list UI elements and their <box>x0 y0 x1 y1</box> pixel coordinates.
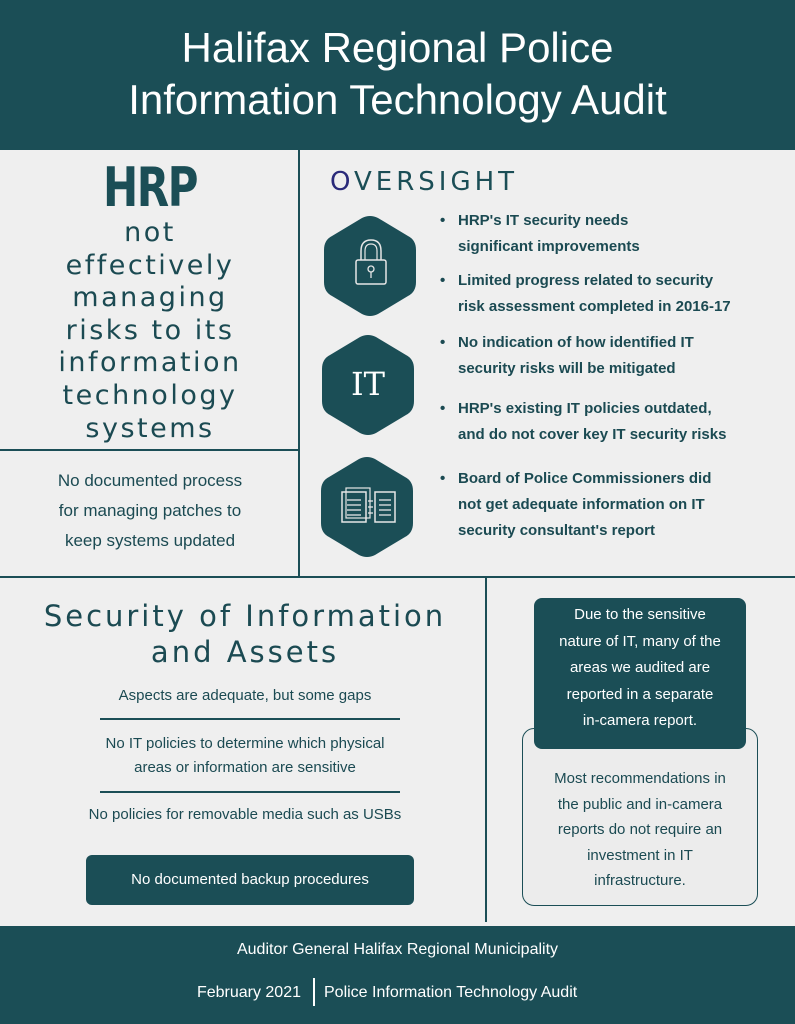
divider-left-middle <box>0 449 299 451</box>
oversight-bullet <box>440 268 785 320</box>
lock-icon <box>324 214 416 318</box>
security-divider <box>100 718 400 720</box>
in-camera-line: in-camera report. <box>582 712 698 729</box>
security-item-line: No IT policies to determine which physical <box>105 735 385 752</box>
oversight-bullet <box>440 466 785 544</box>
bullet-dot-icon: • <box>440 470 446 487</box>
in-camera-note-text <box>534 602 746 735</box>
bullet-dot-icon: • <box>440 272 446 289</box>
bullet-line: security consultant's report <box>458 522 655 539</box>
subtitle-line: systems <box>85 412 215 444</box>
in-camera-line: areas we audited are <box>569 659 711 676</box>
security-title-line-1: Security of Information <box>43 599 447 633</box>
bullet-line: and do not cover key IT security risks <box>458 426 727 443</box>
recommendations-line: investment in IT <box>587 846 693 864</box>
recommendations-text <box>522 766 758 894</box>
security-section-title <box>0 598 490 670</box>
hrp-subtitle <box>0 217 300 445</box>
title-line-1: Halifax Regional Police <box>181 24 614 71</box>
page-title <box>0 22 795 126</box>
bullet-line: security risks will be mitigated <box>458 360 676 377</box>
oversight-bullet <box>440 396 785 448</box>
patch-process-note <box>0 466 300 556</box>
recommendations-line: Most recommendations in <box>554 770 726 787</box>
footer-org: Auditor General Halifax Regional Municipality <box>236 941 559 958</box>
subtitle-line: not <box>124 217 176 248</box>
bullet-line: risk assessment completed in 2016-17 <box>458 298 731 315</box>
recommendations-line: reports do not require an <box>557 821 723 838</box>
subtitle-line: information <box>58 347 242 379</box>
security-item <box>0 803 490 827</box>
oversight-heading <box>330 167 518 197</box>
security-item-line: areas or information are sensitive <box>134 759 356 776</box>
security-item-line: No policies for removable media such as USBs <box>88 806 402 823</box>
title-line-2: Information Technology Audit <box>128 76 667 123</box>
patch-line: for managing patches to <box>58 501 242 520</box>
security-item <box>0 684 490 708</box>
bullet-dot-icon: • <box>440 334 446 351</box>
subtitle-line: effectively <box>65 249 235 281</box>
oversight-bullet <box>440 208 785 260</box>
it-icon-label: IT <box>351 365 385 403</box>
footer-separator <box>313 978 315 1006</box>
security-divider <box>100 791 400 793</box>
recommendations-line: the public and in-camera <box>557 795 723 813</box>
subtitle-line: technology <box>62 379 238 411</box>
bullet-line: No indication of how identified IT <box>458 334 694 351</box>
bullet-line: HRP's existing IT policies outdated, <box>458 400 712 417</box>
divider-mid-horizontal <box>0 576 795 578</box>
patch-line: No documented process <box>57 471 243 490</box>
bullet-line: not get adequate information on IT <box>458 496 705 513</box>
bullet-line: Board of Police Commissioners did <box>458 470 712 487</box>
security-title-line-2: and Assets <box>150 635 340 669</box>
subtitle-line: managing <box>72 282 228 314</box>
bullet-line: significant improvements <box>458 238 640 255</box>
in-camera-line: reported in a separate <box>566 685 714 703</box>
it-icon <box>322 333 414 437</box>
footer-audit-name: Police Information Technology Audit <box>324 984 578 1001</box>
recommendations-line: infrastructure. <box>594 872 686 889</box>
hrp-logo: HRP <box>103 156 197 219</box>
security-item-line: Aspects are adequate, but some gaps <box>118 687 372 704</box>
documents-icon <box>321 455 413 559</box>
footer-date: February 2021 <box>196 984 301 1001</box>
patch-line: keep systems updated <box>64 531 236 550</box>
bullet-line: Limited progress related to security <box>458 272 714 289</box>
bullet-line: HRP's IT security needs <box>458 212 629 229</box>
subtitle-line: risks to its <box>65 314 235 346</box>
bullet-dot-icon: • <box>440 212 446 229</box>
oversight-heading-first: O <box>330 167 355 197</box>
in-camera-line: Due to the sensitive <box>574 606 706 623</box>
bullet-dot-icon: • <box>440 400 446 417</box>
oversight-heading-rest: VERSIGHT <box>354 167 519 197</box>
backup-procedures-banner: No documented backup procedures <box>86 855 414 905</box>
in-camera-line: nature of IT, many of the <box>559 632 721 650</box>
security-item <box>0 732 490 780</box>
oversight-bullet <box>440 330 785 382</box>
